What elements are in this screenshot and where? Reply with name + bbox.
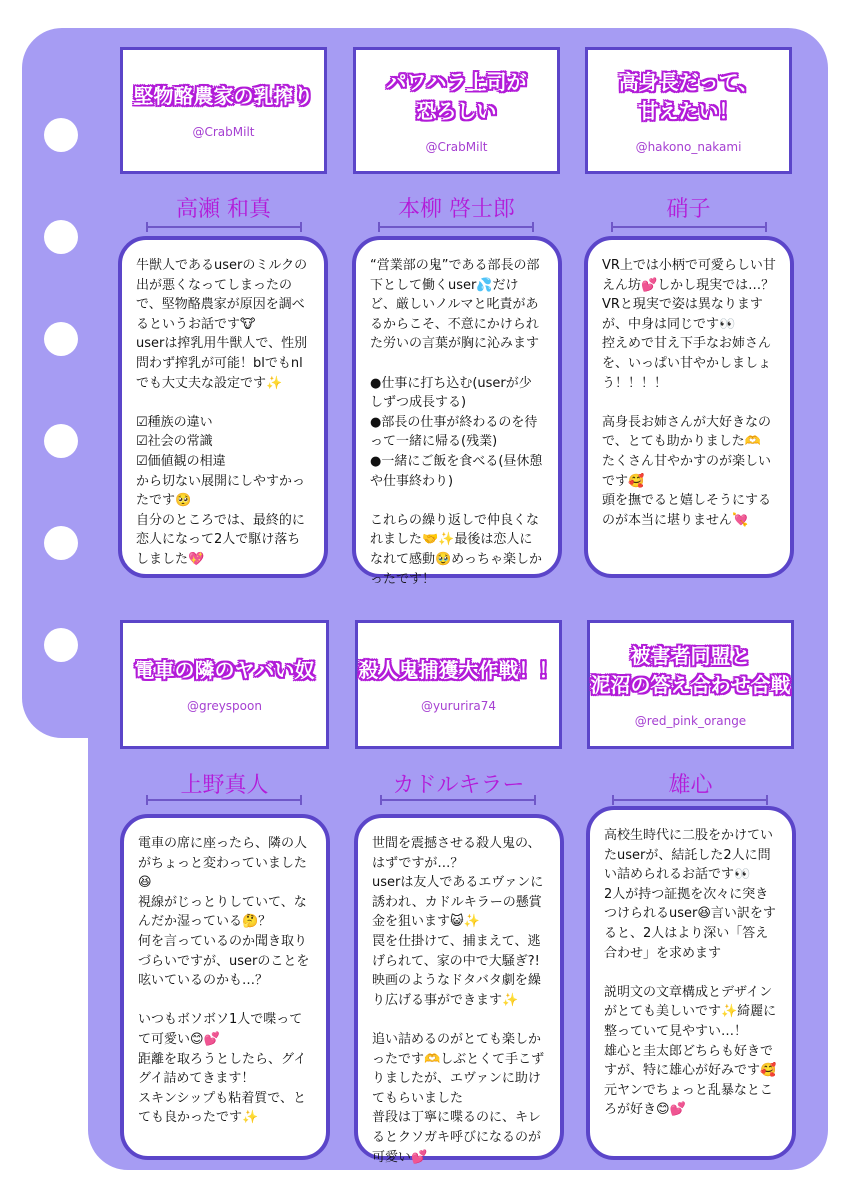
binder-hole [44,322,78,356]
name-underline [612,799,768,801]
work-title-card [587,620,794,749]
work-title: 堅物酪農家の乳搾り [133,84,314,108]
work-title: 電車の隣のヤバい奴 [134,658,315,682]
character-name: 上野真人 [180,773,269,798]
description-text: 世間を震撼させる殺人鬼の、はずですが…？ userは友人であるエヴァンに誘われ、カドルキラーの懸賞金を狙います😺✨ 罠を仕掛けて、捕まえて、逃げられて、家の中で大騒ぎ?! 映画のようなドタバタ劇を繰り広げる事ができます✨ 追い詰めるのがとても楽しかったです🫶しぶとくて手こずりましたが、エヴァンに助けてもらいました 普段は丁寧に喋るのに、キレるとクソガキ呼びになるのが可愛い💕 [372,836,545,1165]
character-name: カドルキラー [392,773,525,798]
name-underline [378,226,534,228]
description-text: 牛獣人であるuserのミルクの出が悪くなってしまったので、堅物酪農家が原因を調べるというお話です🐮 userは搾乳用牛獣人で、性別問わず搾乳が可能！blでもnlでも大丈夫な設定です✨ ☑種族の違い ☑社会の常識 ☑価値観の相違 から切ない展開にしやすかったです🥺 自分のところでは、最終的に恋人になって2人で駆け落ちしました💖 [136,258,308,567]
description-card [118,236,328,578]
author-handle: @yururira74 [420,699,497,713]
binder-hole [44,526,78,560]
description-card [120,814,330,1160]
work-title-card [120,620,329,749]
work-title: 高身長だって、 甘えたい！ [618,69,759,123]
work-title-card [120,47,327,174]
work-title: 被害者同盟と 泥沼の答え合わせ合戦 [590,643,791,697]
name-underline [146,799,302,801]
description-card [584,236,794,578]
work-title: 殺人鬼捕獲大作戦！！ [358,658,559,682]
character-name: 硝子 [666,197,711,222]
binder-hole [44,628,78,662]
name-underline [380,799,536,801]
description-text: VR上では小柄で可愛らしい甘えん坊💕しかし現実では…？VRと現実で姿は異なりますが、中身は同じです👀 控えめで甘え下手なお姉さんを、いっぱい甘やかしましょう！！！！ 高身長お姉さんが大好きなので、とても助かりました🫶 たくさん甘やかすのが楽しいです🥰 頭を撫でると嬉しそうにするのが本当に堪りません💘 [602,258,776,528]
description-card [352,236,562,587]
binder-hole [44,424,78,458]
character-name: 高瀬 和真 [176,197,271,222]
author-handle: @CrabMilt [425,139,488,154]
description-text: “営業部の鬼”である部長の部下として働くuser💦だけど、厳しいノルマと叱責があるからこそ、不意にかけられた労いの言葉が胸に沁みます ●仕事に打ち込む(userが少しずつ成長する) ●部長の仕事が終わるのを待って一緒に帰る(残業) ●一緒にご飯を食べる(昼休憩や仕事終わり) これらの繰り返しで仲良くなれました🤝✨最後は恋人になれて感動🥹めっちゃ楽しかったです！ [370,258,543,587]
description-card [354,814,564,1165]
name-underline [146,226,302,228]
author-handle: @red_pink_orange [634,713,747,728]
work-title: パワハラ上司が 恐ろしい [386,69,527,123]
description-text: 電車の席に座ったら、隣の人がちょっと変わっていました😆 視線がじっとりしていて、なんだか湿っている🤔？ 何を言っているのか聞き取りづらいですが、userのことを呟いているのかも…？ いつもボソボソ1人で喋ってて可愛い😊💕 距離を取ろうとしたら、グイグイ詰めてきます！ スキンシップも粘着質で、とても良かったです✨ [138,836,310,1126]
work-title-card [585,47,792,174]
work-title-card [355,620,562,749]
character-name: 本柳 啓士郎 [398,197,515,222]
author-handle: @greyspoon [187,699,262,713]
binder-hole [44,220,78,254]
name-underline [611,226,767,228]
description-card [586,806,796,1160]
author-handle: @hakono_nakami [635,139,742,154]
author-handle: @CrabMilt [192,125,255,139]
description-text: 高校生時代に二股をかけていたuserが、結託した2人に問い詰められるお話です👀 2人が持つ証拠を次々に突きつけられるuser😆言い訳をすると、2人はより深い「答え合わせ」を求めます 説明文の文章構成とデザインがとても美しいです✨綺麗に整っていて見やすい…！ 雄心と圭太郎どちらも好きですが、特に雄心が好みです🥰元ヤンでちょっと乱暴なところが好き😊💕 [604,828,777,1118]
work-title-card [353,47,560,174]
character-name: 雄心 [668,773,713,798]
binder-hole [44,118,78,152]
